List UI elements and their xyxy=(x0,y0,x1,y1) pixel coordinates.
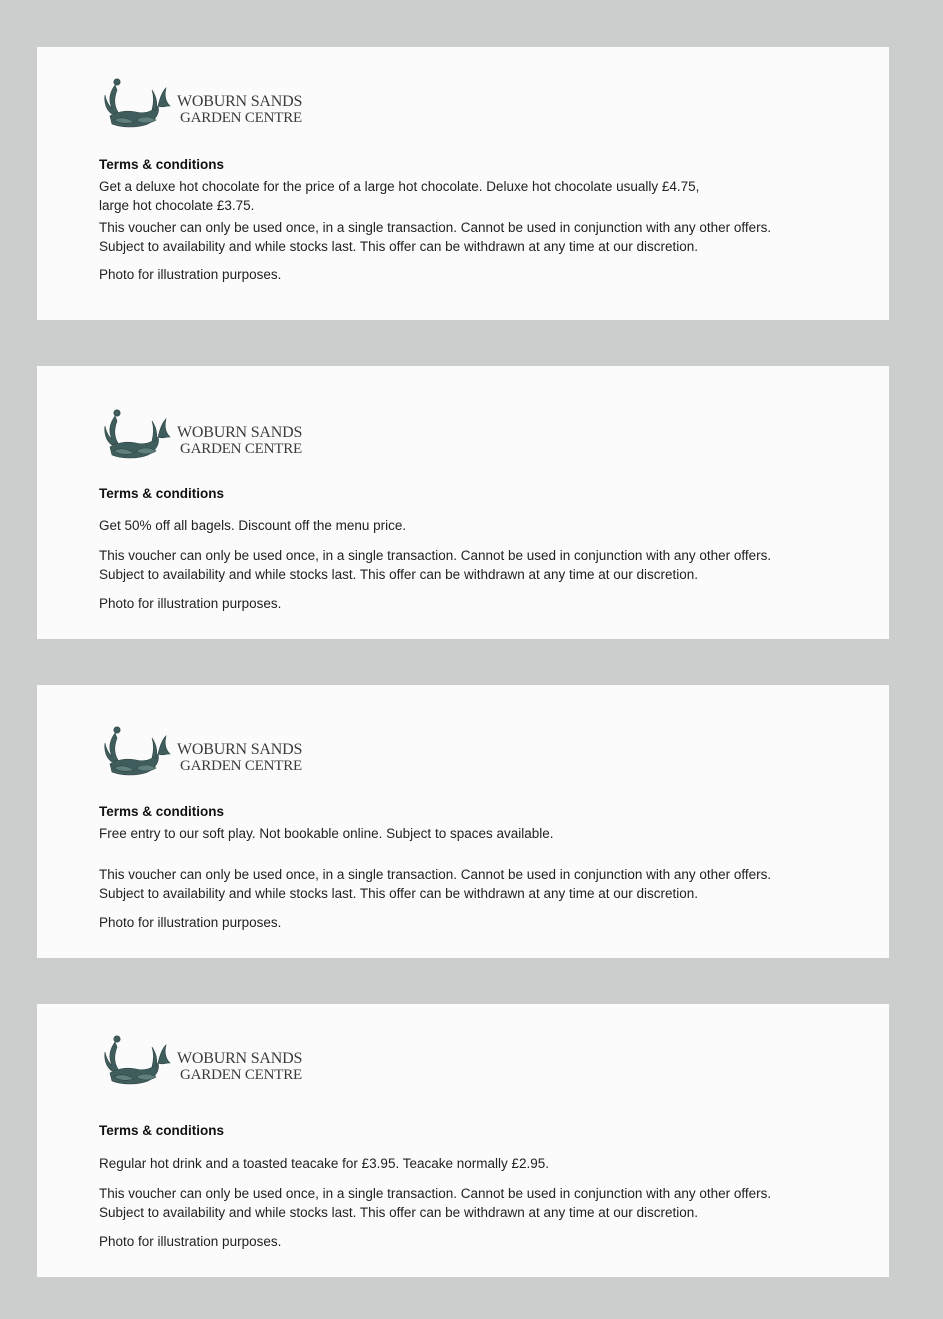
brand-name: WOBURN SANDS xyxy=(177,93,303,110)
garden-emblem-icon xyxy=(100,724,174,782)
voucher-card xyxy=(37,366,889,639)
offer-line: Free entry to our soft play. Not bookable online. Subject to spaces available. xyxy=(99,826,554,841)
terms-text xyxy=(99,547,874,584)
terms-text xyxy=(99,1185,874,1222)
terms-line: This voucher can only be used once, in a single transaction. Cannot be used in conjunction with any other offers. xyxy=(99,1186,772,1201)
offer-description xyxy=(99,1155,874,1174)
brand-logo xyxy=(100,1033,330,1091)
terms-line: Subject to availability and while stocks last. This offer can be withdrawn at any time at our discretion. xyxy=(99,566,699,582)
garden-emblem-icon xyxy=(100,1033,174,1091)
terms-line: Subject to availability and while stocks last. This offer can be withdrawn at any time at our discretion. xyxy=(99,238,699,254)
brand-wordmark xyxy=(177,741,302,775)
garden-emblem-icon xyxy=(100,76,174,134)
terms-heading: Terms & conditions xyxy=(99,486,225,501)
photo-note: Photo for illustration purposes. xyxy=(99,267,282,282)
garden-emblem-icon xyxy=(100,407,174,465)
voucher-card xyxy=(37,685,889,958)
terms-heading: Terms & conditions xyxy=(99,804,225,819)
offer-line: Get 50% off all bagels. Discount off the menu price. xyxy=(99,518,407,533)
photo-note: Photo for illustration purposes. xyxy=(99,915,282,930)
brand-wordmark xyxy=(177,424,302,458)
offer-line: Get a deluxe hot chocolate for the price of a large hot chocolate. Deluxe hot chocolate usually £4.75, xyxy=(99,179,700,194)
terms-text xyxy=(99,866,874,903)
brand-logo xyxy=(100,407,330,465)
terms-line: Subject to availability and while stocks last. This offer can be withdrawn at any time at our discretion. xyxy=(99,1204,699,1220)
voucher-card xyxy=(37,47,889,320)
brand-subtitle: GARDEN CENTRE xyxy=(180,441,302,457)
voucher-card xyxy=(37,1004,889,1277)
brand-logo xyxy=(100,76,330,134)
brand-subtitle: GARDEN CENTRE xyxy=(180,758,302,774)
terms-line: This voucher can only be used once, in a single transaction. Cannot be used in conjunction with any other offers. xyxy=(99,548,772,563)
photo-note: Photo for illustration purposes. xyxy=(99,596,282,611)
terms-heading: Terms & conditions xyxy=(99,157,225,172)
brand-wordmark xyxy=(177,1050,302,1084)
brand-name: WOBURN SANDS xyxy=(177,1050,303,1067)
terms-line: Subject to availability and while stocks last. This offer can be withdrawn at any time at our discretion. xyxy=(99,885,699,901)
offer-description xyxy=(99,178,874,215)
brand-subtitle: GARDEN CENTRE xyxy=(180,1067,302,1083)
photo-note: Photo for illustration purposes. xyxy=(99,1234,282,1249)
brand-name: WOBURN SANDS xyxy=(177,424,303,441)
offer-line: large hot chocolate £3.75. xyxy=(99,197,255,213)
offer-description xyxy=(99,517,874,536)
terms-line: This voucher can only be used once, in a single transaction. Cannot be used in conjunction with any other offers. xyxy=(99,220,772,235)
offer-line: Regular hot drink and a toasted teacake for £3.95. Teacake normally £2.95. xyxy=(99,1156,550,1171)
offer-description xyxy=(99,825,874,844)
brand-subtitle: GARDEN CENTRE xyxy=(180,110,302,126)
terms-text xyxy=(99,219,874,256)
brand-wordmark xyxy=(177,93,302,127)
terms-heading: Terms & conditions xyxy=(99,1123,225,1138)
brand-name: WOBURN SANDS xyxy=(177,741,303,758)
terms-line: This voucher can only be used once, in a single transaction. Cannot be used in conjunction with any other offers. xyxy=(99,867,772,882)
brand-logo xyxy=(100,724,330,782)
